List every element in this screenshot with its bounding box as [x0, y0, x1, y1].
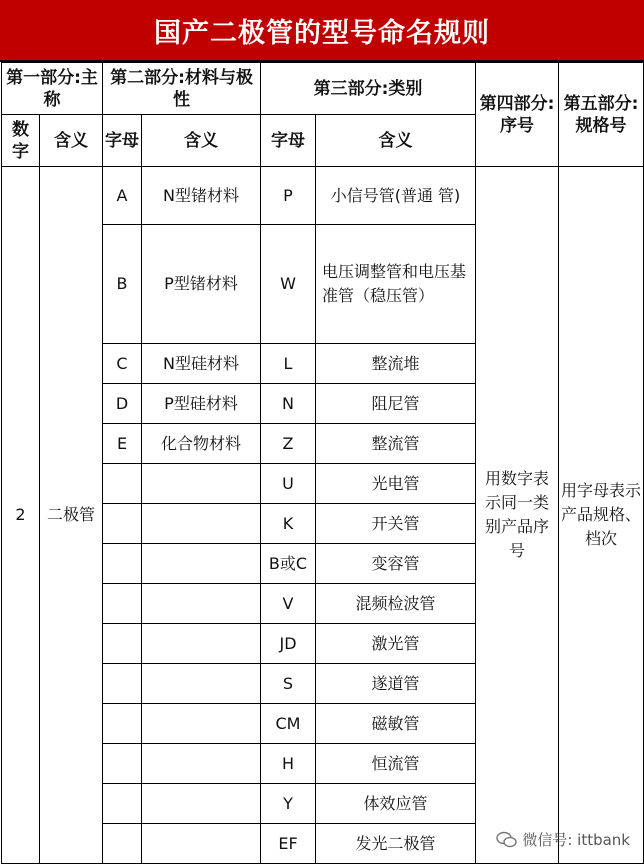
empty-cell	[103, 824, 142, 864]
part3-letter: B或C	[261, 544, 316, 584]
part3-letter: N	[261, 384, 316, 424]
empty-cell	[142, 704, 261, 744]
part3-letter: V	[261, 584, 316, 624]
part3-meaning: 恒流管	[316, 744, 476, 784]
empty-cell	[103, 744, 142, 784]
header-part3: 第三部分:类别	[261, 63, 476, 115]
part3-letter: W	[261, 225, 316, 344]
part3-letter: H	[261, 744, 316, 784]
part3-meaning: 发光二极管	[316, 824, 476, 864]
empty-cell	[103, 584, 142, 624]
empty-cell	[103, 544, 142, 584]
part3-meaning: 磁敏管	[316, 704, 476, 744]
empty-cell	[142, 744, 261, 784]
part1-digit: 2	[2, 167, 40, 864]
header-p2-letter: 字母	[103, 115, 142, 167]
empty-cell	[142, 544, 261, 584]
part2-meaning: 化合物材料	[142, 424, 261, 464]
header-part4: 第四部分:序号	[476, 63, 559, 167]
header-part1: 第一部分:主称	[2, 63, 103, 115]
header-p3-letter: 字母	[261, 115, 316, 167]
part2-letter: E	[103, 424, 142, 464]
part2-letter: D	[103, 384, 142, 424]
header-part2: 第二部分:材料与极性	[103, 63, 261, 115]
part3-letter: U	[261, 464, 316, 504]
part2-meaning: P型锗材料	[142, 225, 261, 344]
empty-cell	[142, 464, 261, 504]
part2-letter: C	[103, 344, 142, 384]
part3-meaning: 激光管	[316, 624, 476, 664]
part3-meaning: 整流堆	[316, 344, 476, 384]
header-p1-meaning: 含义	[40, 115, 103, 167]
empty-cell	[142, 664, 261, 704]
part3-letter: CM	[261, 704, 316, 744]
part3-meaning: 体效应管	[316, 784, 476, 824]
empty-cell	[103, 504, 142, 544]
empty-cell	[142, 624, 261, 664]
part4-text: 用数字表示同一类别产品序号	[476, 167, 559, 864]
part2-letter: A	[103, 167, 142, 225]
part2-meaning: P型硅材料	[142, 384, 261, 424]
page-title: 国产二极管的型号命名规则	[0, 0, 644, 62]
empty-cell	[103, 704, 142, 744]
part3-meaning: 电压调整管和电压基准管（稳压管）	[316, 225, 476, 344]
part3-letter: EF	[261, 824, 316, 864]
header-p3-meaning: 含义	[316, 115, 476, 167]
empty-cell	[103, 784, 142, 824]
empty-cell	[103, 664, 142, 704]
part3-letter: P	[261, 167, 316, 225]
part3-meaning: 阻尼管	[316, 384, 476, 424]
naming-rules-table	[1, 62, 644, 864]
part1-meaning: 二极管	[40, 167, 103, 864]
part3-meaning: 开关管	[316, 504, 476, 544]
part3-meaning: 整流管	[316, 424, 476, 464]
header-p1-digit: 数字	[2, 115, 40, 167]
watermark	[496, 829, 630, 850]
part3-letter: JD	[261, 624, 316, 664]
empty-cell	[142, 584, 261, 624]
part3-meaning: 遂道管	[316, 664, 476, 704]
part3-letter: Z	[261, 424, 316, 464]
empty-cell	[142, 824, 261, 864]
watermark-text: 微信号: ittbank	[522, 831, 630, 849]
empty-cell	[103, 464, 142, 504]
part2-meaning: N型锗材料	[142, 167, 261, 225]
header-p2-meaning: 含义	[142, 115, 261, 167]
empty-cell	[142, 504, 261, 544]
part3-letter: K	[261, 504, 316, 544]
empty-cell	[142, 784, 261, 824]
part3-meaning: 变容管	[316, 544, 476, 584]
part3-letter: L	[261, 344, 316, 384]
header-part5: 第五部分:规格号	[559, 63, 644, 167]
part3-letter: Y	[261, 784, 316, 824]
wechat-icon	[496, 831, 518, 849]
part3-letter: S	[261, 664, 316, 704]
part3-meaning: 光电管	[316, 464, 476, 504]
part3-meaning: 混频检波管	[316, 584, 476, 624]
empty-cell	[103, 624, 142, 664]
part3-meaning: 小信号管(普通 管)	[316, 167, 476, 225]
part5-text: 用字母表示产品规格、档次	[559, 167, 644, 864]
part2-meaning: N型硅材料	[142, 344, 261, 384]
part2-letter: B	[103, 225, 142, 344]
